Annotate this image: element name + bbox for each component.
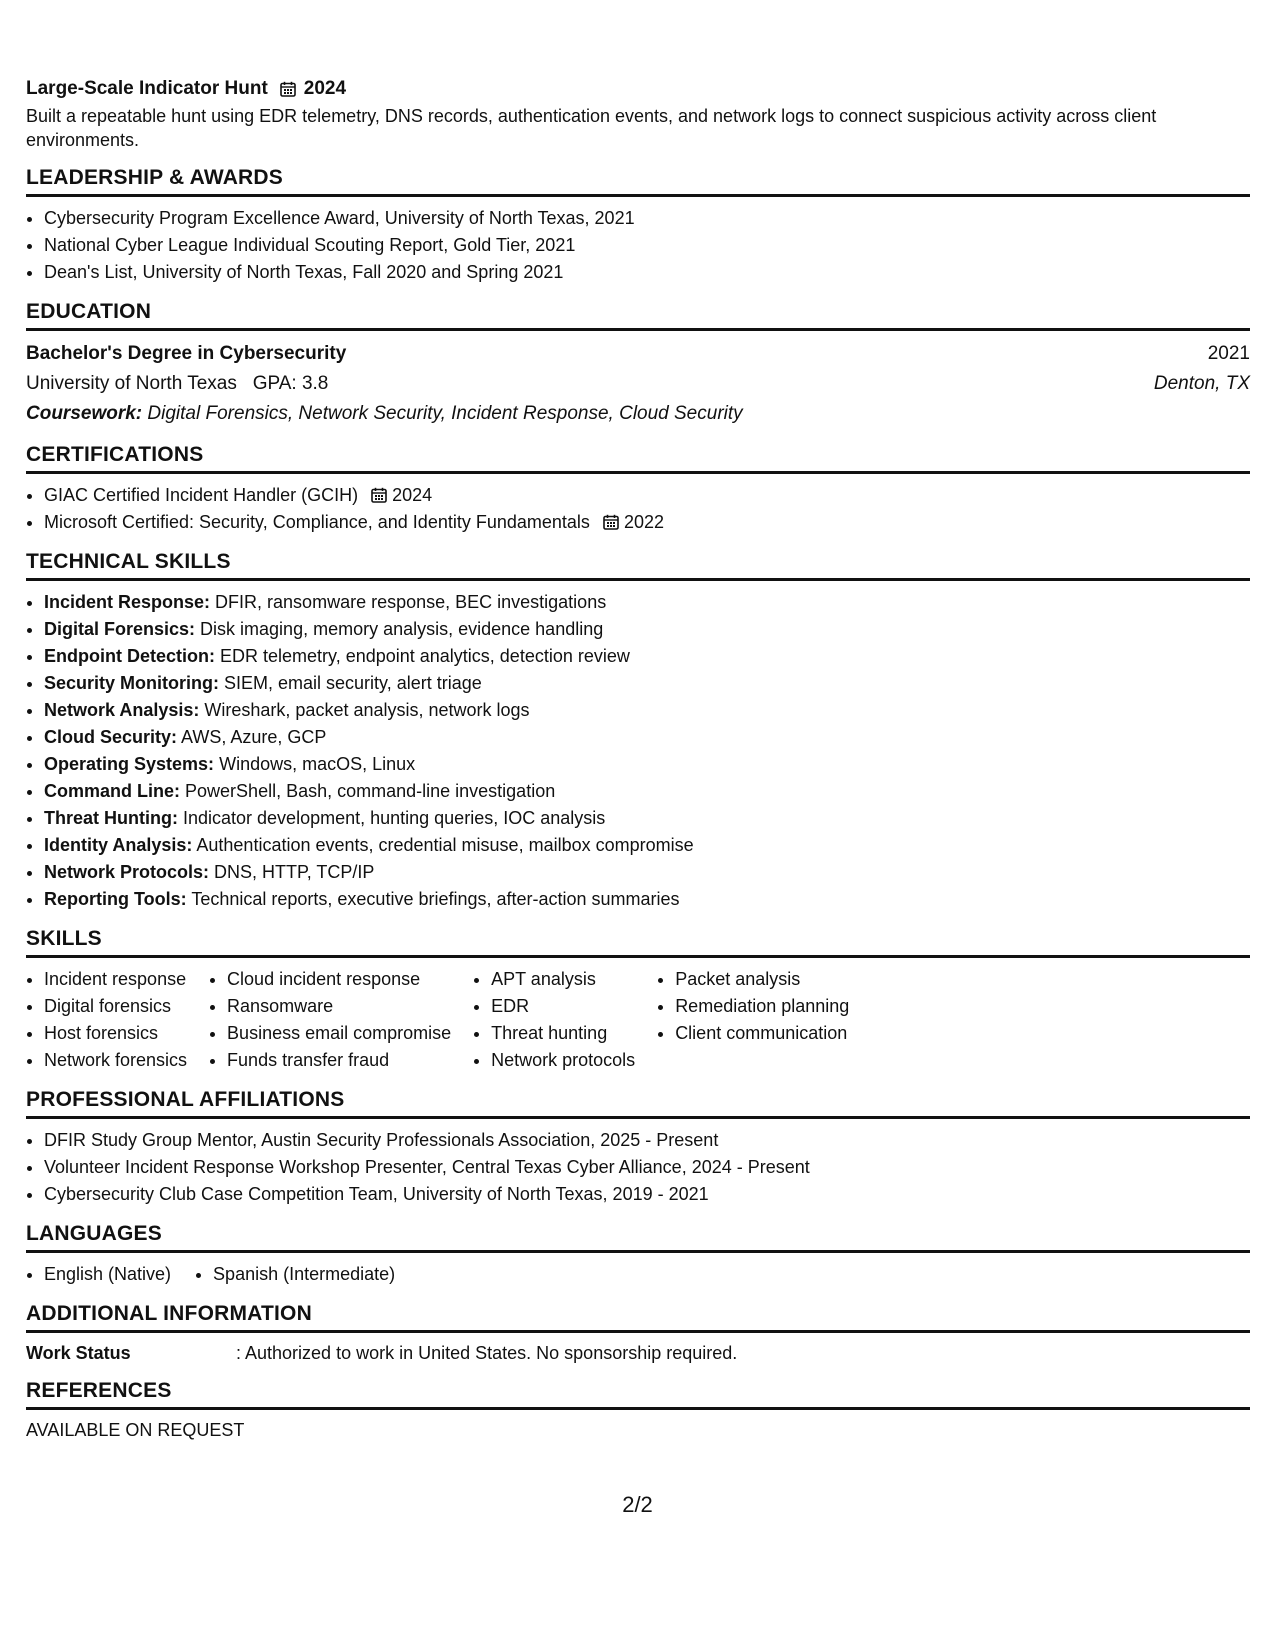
section-heading: PROFESSIONAL AFFILIATIONS — [26, 1088, 1250, 1119]
skill-label: Reporting Tools: — [44, 889, 187, 909]
calendar-icon — [371, 487, 387, 503]
languages-section — [26, 1222, 1250, 1288]
list-item: • Business email compromise — [227, 1020, 451, 1047]
list-item: • Ransomware — [227, 993, 451, 1020]
school-location: Denton, TX — [1153, 373, 1250, 394]
list-item: • DFIR Study Group Mentor, Austin Security Professionals Association, 2025 - Present — [44, 1127, 1250, 1154]
certifications-list — [26, 482, 1250, 536]
work-status-label: Work Status — [26, 1343, 131, 1363]
list-item: • Packet analysis — [675, 966, 849, 993]
project-date: 2024 — [303, 78, 347, 99]
additional-info-section — [26, 1302, 1250, 1365]
skill-value: Indicator development, hunting queries, IOC analysis — [183, 808, 606, 828]
degree: Bachelor's Degree in Cybersecurity — [26, 343, 347, 364]
list-item: • Volunteer Incident Response Workshop Presenter, Central Texas Cyber Alliance, 2024 - Present — [44, 1154, 1250, 1181]
references-text: AVAILABLE ON REQUEST — [26, 1420, 245, 1440]
skill-label: Network Protocols: — [44, 862, 210, 882]
technical-skills-section — [26, 550, 1250, 913]
language-item: • Spanish (Intermediate) — [213, 1261, 395, 1288]
list-item — [44, 643, 1250, 670]
list-item: • Threat hunting — [491, 1020, 635, 1047]
cert-date: 2022 — [623, 512, 664, 532]
list-item — [44, 724, 1250, 751]
skill-value: SIEM, email security, alert triage — [224, 673, 482, 693]
page-number: 2/2 — [622, 1492, 653, 1517]
skill-label: Identity Analysis: — [44, 835, 193, 855]
skill-label: Operating Systems: — [44, 754, 215, 774]
cert-date: 2024 — [392, 485, 433, 505]
skill-value: DNS, HTTP, TCP/IP — [214, 862, 375, 882]
section-heading: LANGUAGES — [26, 1222, 1250, 1253]
section-heading: CERTIFICATIONS — [26, 443, 1250, 474]
leadership-list — [26, 205, 1250, 286]
project-description: Built a repeatable hunt using EDR telemetry, DNS records, authentication events, and network logs to connect suspicious activity across client environments. — [26, 106, 1157, 150]
list-item — [44, 589, 1250, 616]
school-name: University of North Texas — [26, 373, 237, 394]
skill-label: Incident Response: — [44, 592, 211, 612]
work-status-value: : Authorized to work in United States. No sponsorship required. — [236, 1343, 738, 1363]
list-item: • Digital forensics — [44, 993, 187, 1020]
skill-value: Disk imaging, memory analysis, evidence handling — [200, 619, 604, 639]
list-item: • Incident response — [44, 966, 187, 993]
skill-value: PowerShell, Bash, command-line investigation — [185, 781, 556, 801]
affiliations-section — [26, 1088, 1250, 1208]
list-item — [44, 697, 1250, 724]
education-section — [26, 300, 1250, 429]
list-item — [44, 670, 1250, 697]
skill-label: Digital Forensics: — [44, 619, 196, 639]
project-title: Large-Scale Indicator Hunt — [26, 78, 268, 99]
skill-value: Windows, macOS, Linux — [219, 754, 416, 774]
list-item: • EDR — [491, 993, 635, 1020]
skill-label: Command Line: — [44, 781, 181, 801]
calendar-icon — [280, 81, 296, 97]
list-item — [44, 859, 1250, 886]
section-heading: SKILLS — [26, 927, 1250, 958]
list-item: • Host forensics — [44, 1020, 187, 1047]
skills-column — [26, 966, 187, 1074]
section-heading: ADDITIONAL INFORMATION — [26, 1302, 1250, 1333]
skill-label: Security Monitoring: — [44, 673, 219, 693]
list-item — [44, 832, 1250, 859]
skills-section — [26, 927, 1250, 1074]
leadership-section — [26, 166, 1250, 286]
cert-name: Microsoft Certified: Security, Compliance, and Identity Fundamentals — [44, 512, 590, 532]
certifications-section — [26, 443, 1250, 536]
skill-label: Cloud Security: — [44, 727, 178, 747]
technical-skills-list — [26, 589, 1250, 913]
section-heading: LEADERSHIP & AWARDS — [26, 166, 1250, 197]
list-item: • National Cyber League Individual Scouting Report, Gold Tier, 2021 — [44, 232, 1250, 259]
section-heading: TECHNICAL SKILLS — [26, 550, 1250, 581]
affiliations-list — [26, 1127, 1250, 1208]
list-item: • Cybersecurity Program Excellence Award, University of North Texas, 2021 — [44, 205, 1250, 232]
list-item — [44, 886, 1250, 913]
list-item: • Client communication — [675, 1020, 849, 1047]
language-item: • English (Native) — [44, 1261, 171, 1288]
list-item: • Remediation planning — [675, 993, 849, 1020]
skill-value: DFIR, ransomware response, BEC investigations — [215, 592, 607, 612]
skills-column — [209, 966, 451, 1074]
list-item: • Cloud incident response — [227, 966, 451, 993]
list-item: • Network protocols — [491, 1047, 635, 1074]
section-heading: REFERENCES — [26, 1379, 1250, 1410]
skill-value: AWS, Azure, GCP — [181, 727, 327, 747]
calendar-icon — [603, 514, 619, 530]
coursework: Digital Forensics, Network Security, Incident Response, Cloud Security — [147, 403, 743, 424]
list-item — [44, 805, 1250, 832]
list-item — [44, 751, 1250, 778]
resume-page — [26, 78, 1250, 1442]
gpa: GPA: 3.8 — [252, 373, 329, 394]
skill-label: Threat Hunting: — [44, 808, 178, 828]
skill-value: Technical reports, executive briefings, after-action summaries — [191, 889, 680, 909]
cert-name: GIAC Certified Incident Handler (GCIH) — [44, 485, 359, 505]
list-item — [44, 616, 1250, 643]
list-item: • Cybersecurity Club Case Competition Team, University of North Texas, 2019 - 2021 — [44, 1181, 1250, 1208]
list-item: • APT analysis — [491, 966, 635, 993]
list-item: • Funds transfer fraud — [227, 1047, 451, 1074]
skills-column — [657, 966, 849, 1074]
list-item: • Dean's List, University of North Texas, Fall 2020 and Spring 2021 — [44, 259, 1250, 286]
project-entry — [26, 78, 1250, 152]
skill-label: Network Analysis: — [44, 700, 200, 720]
list-item — [44, 509, 1250, 536]
skill-value: Wireshark, packet analysis, network logs — [204, 700, 530, 720]
list-item: • Network forensics — [44, 1047, 187, 1074]
skill-value: Authentication events, credential misuse, mailbox compromise — [196, 835, 694, 855]
skill-value: EDR telemetry, endpoint analytics, detection review — [220, 646, 630, 666]
list-item — [44, 482, 1250, 509]
references-section — [26, 1379, 1250, 1442]
skills-column — [473, 966, 635, 1074]
section-heading: EDUCATION — [26, 300, 1250, 331]
skill-label: Endpoint Detection: — [44, 646, 215, 666]
graduation-year: 2021 — [1207, 343, 1250, 364]
coursework-label: Coursework: — [26, 403, 143, 424]
list-item — [44, 778, 1250, 805]
